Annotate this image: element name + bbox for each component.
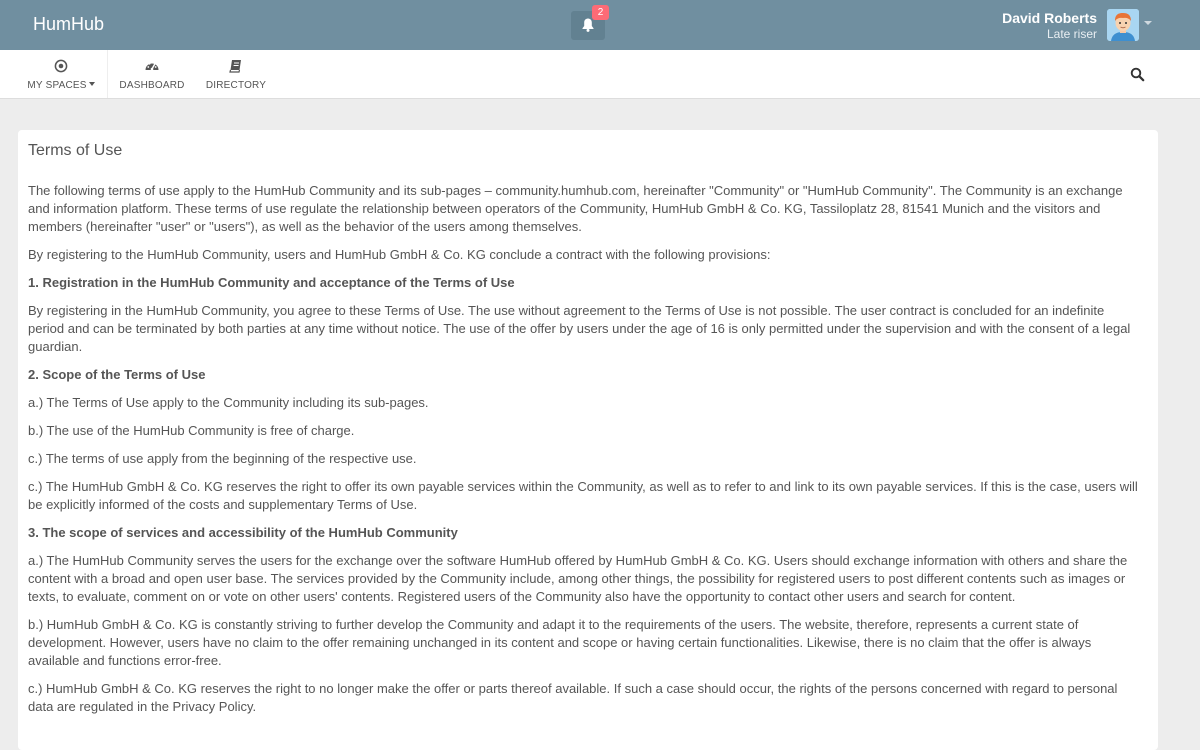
nav-divider — [107, 50, 108, 98]
user-menu-caret-icon[interactable] — [1144, 21, 1152, 25]
nav-label-directory: DIRECTORY — [205, 80, 267, 91]
brand-logo[interactable]: HumHub — [33, 14, 105, 34]
paragraph: c.) HumHub GmbH & Co. KG reserves the right to no longer make the offer or parts thereof available. If such a case should occur, the rights of the persons concerned with regard to personal data are regulated in the Privacy Policy. — [28, 681, 1118, 714]
nav-label-dashboard: DASHBOARD — [119, 80, 185, 91]
book-icon — [228, 58, 244, 74]
avatar-image — [1107, 9, 1139, 41]
user-name[interactable]: David Roberts — [1002, 10, 1097, 26]
page-title: Terms of Use — [28, 142, 123, 159]
paragraph: b.) The use of the HumHub Community is free of charge. — [28, 423, 355, 438]
dot-circle-icon — [53, 58, 69, 74]
paragraph: By registering to the HumHub Community, users and HumHub GmbH & Co. KG conclude a contract with the following provisions: — [28, 247, 771, 262]
nav-label-my-spaces: MY SPACES — [27, 80, 87, 91]
nav-item-directory[interactable] — [203, 50, 269, 98]
search-icon[interactable] — [1130, 67, 1145, 82]
chevron-down-icon — [89, 82, 95, 86]
top-bar — [0, 0, 1200, 50]
section-heading: 2. Scope of the Terms of Use — [28, 367, 206, 382]
nav-item-dashboard[interactable] — [117, 50, 187, 98]
bell-icon — [582, 18, 594, 32]
terms-panel — [18, 130, 1158, 750]
paragraph: c.) The HumHub GmbH & Co. KG reserves the right to offer its own payable services within the Community, as well as to refer to and link to its own payable services. If this is the case, users will be explicitly informed of the costs and supplementary Terms of Use. — [28, 479, 1138, 512]
paragraph: By registering in the HumHub Community, you agree to these Terms of Use. The use without agreement to the Terms of Use is not possible. The user contract is concluded for an indefinite period and can be terminated by both parties at any time without notice. The use of the offer by users under the age of 16 is only permitted under the supervision and with the consent of a legal guardian. — [28, 303, 1131, 354]
main-navigation — [0, 50, 1200, 99]
notification-count-badge: 2 — [592, 5, 609, 20]
dashboard-gauge-icon — [144, 58, 160, 74]
paragraph: b.) HumHub GmbH & Co. KG is constantly striving to further develop the Community and adapt it to the requirements of the users. The website, therefore, represents a current state of development. However, users have no claim to the offer remaining unchanged in its content and scope or having certain functionalities. Likewise, there is no claim that the offer is always available and functions error-free. — [28, 617, 1092, 668]
nav-item-my-spaces[interactable] — [26, 50, 96, 98]
section-heading: 3. The scope of services and accessibility of the HumHub Community — [28, 525, 458, 540]
user-status: Late riser — [1046, 27, 1097, 41]
paragraph: The following terms of use apply to the HumHub Community and its sub-pages – community.humhub.com, hereinafter "Community" or "HumHub Community". The Community is an exchange and information platform. These terms of use regulate the relationship between operators of the Community, HumHub GmbH & Co. KG, Tassiloplatz 28, 81541 Munich and the visitors and members (hereinafter "user" or "users"), as well as the behavior of the users among themselves. — [28, 183, 1123, 234]
section-heading: 1. Registration in the HumHub Community and acceptance of the Terms of Use — [28, 275, 515, 290]
terms-content — [28, 182, 1143, 726]
paragraph: a.) The HumHub Community serves the users for the exchange over the software HumHub offered by HumHub GmbH & Co. KG. Users should exchange information with others and share the content with a broad and open user base. The services provided by the Community include, among other things, the possibility for registered users to post different contents such as images or texts, to evaluate, comment on or vote on other users' contents. Registered users of the Community also have the opportunity to contact other users and search for content. — [28, 553, 1128, 604]
paragraph: c.) The terms of use apply from the beginning of the respective use. — [28, 451, 417, 466]
avatar[interactable] — [1107, 9, 1139, 41]
paragraph: a.) The Terms of Use apply to the Community including its sub-pages. — [28, 395, 429, 410]
